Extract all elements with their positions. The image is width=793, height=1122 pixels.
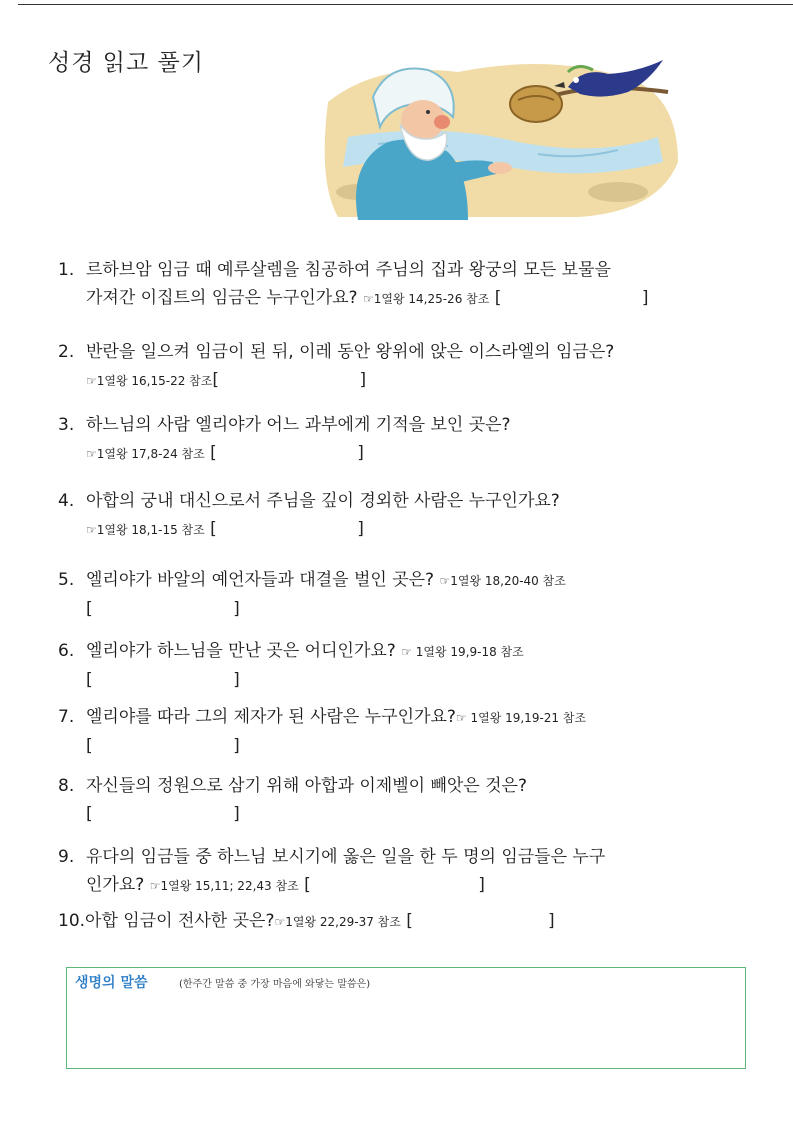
question-2 xyxy=(58,338,614,395)
answer-open-bracket: [ xyxy=(86,670,93,690)
scripture-reference: ☞ 1열왕 19,9-18 참조 xyxy=(401,645,524,659)
answer-blank[interactable] xyxy=(219,370,360,390)
answer-close-bracket: ] xyxy=(478,875,485,895)
question-number: 3. xyxy=(58,415,75,435)
answer-blank[interactable] xyxy=(93,670,234,690)
scripture-reference: ☞1열왕 14,25-26 참조 xyxy=(362,292,490,306)
question-text-cont: 인가요? xyxy=(86,875,145,895)
question-number: 2. xyxy=(58,342,75,362)
question-text: 반란을 일으켜 임금이 된 뒤, 이레 동안 왕위에 앉은 이스라엘의 임금은? xyxy=(86,342,615,362)
answer-close-bracket: ] xyxy=(641,288,649,308)
question-number: 1. xyxy=(58,260,75,280)
answer-blank[interactable] xyxy=(501,288,642,308)
question-text: 하느님의 사람 엘리야가 어느 과부에게 기적을 보인 곳은? xyxy=(86,415,511,435)
question-number: 6. xyxy=(58,641,75,661)
word-of-life-subtitle: (한주간 말씀 중 가장 마음에 와닿는 말씀은) xyxy=(179,979,371,990)
answer-open-bracket: [ xyxy=(210,443,217,463)
question-1 xyxy=(58,256,649,313)
answer-blank[interactable] xyxy=(93,804,234,824)
answer-close-bracket: ] xyxy=(548,911,555,931)
answer-close-bracket: ] xyxy=(233,599,240,619)
answer-blank[interactable] xyxy=(217,443,358,463)
question-7 xyxy=(58,703,586,760)
answer-blank[interactable] xyxy=(311,875,479,895)
scripture-reference: ☞1열왕 22,29-37 참조 xyxy=(274,915,401,929)
scripture-reference: ☞1열왕 15,11; 22,43 참조 xyxy=(149,879,299,893)
question-text: 르하브암 임금 때 예루살렘을 침공하여 주님의 집과 왕궁의 모든 보물을 xyxy=(86,260,611,280)
prophet-fed-by-raven-illustration xyxy=(318,42,684,220)
question-text: 엘리야가 바알의 예언자들과 대결을 벌인 곳은? xyxy=(86,570,435,590)
answer-blank[interactable] xyxy=(413,911,548,931)
question-text: 아합의 궁내 대신으로서 주님을 깊이 경외한 사람은 누구인가요? xyxy=(86,491,560,511)
answer-blank[interactable] xyxy=(93,736,234,756)
answer-close-bracket: ] xyxy=(359,370,367,390)
question-10 xyxy=(58,907,555,936)
answer-open-bracket: [ xyxy=(494,288,502,308)
question-text: 유다의 임금들 중 하느님 보시기에 옳은 일을 한 두 명의 임금들은 누구 xyxy=(86,847,606,867)
question-3 xyxy=(58,411,511,468)
question-number: 5. xyxy=(58,570,75,590)
question-text-cont: 가져간 이집트의 임금은 누구인가요? xyxy=(86,288,358,308)
question-number: 10. xyxy=(58,911,86,931)
answer-open-bracket: [ xyxy=(86,736,93,756)
question-9 xyxy=(58,843,605,900)
question-number: 7. xyxy=(58,707,75,727)
question-8 xyxy=(58,772,527,828)
answer-close-bracket: ] xyxy=(357,443,364,463)
answer-close-bracket: ] xyxy=(233,804,240,824)
answer-open-bracket: [ xyxy=(212,370,219,390)
page-title: 성경 읽고 풀기 xyxy=(48,50,204,76)
answer-open-bracket: [ xyxy=(406,911,413,931)
question-number: 8. xyxy=(58,776,75,796)
word-of-life-box[interactable] xyxy=(66,967,746,1069)
answer-close-bracket: ] xyxy=(357,519,364,539)
question-number: 4. xyxy=(58,491,75,511)
scripture-reference: ☞1열왕 18,1-15 참조 xyxy=(86,523,205,537)
question-text: 엘리야를 따라 그의 제자가 된 사람은 누구인가요? xyxy=(86,707,456,727)
answer-close-bracket: ] xyxy=(233,670,240,690)
question-number: 9. xyxy=(58,847,75,867)
answer-open-bracket: [ xyxy=(304,875,311,895)
scripture-reference: ☞1열왕 18,20-40 참조 xyxy=(439,574,566,588)
scripture-reference: ☞ 1열왕 19,19-21 참조 xyxy=(455,711,587,725)
question-6 xyxy=(58,637,524,694)
answer-open-bracket: [ xyxy=(86,804,93,824)
question-text: 자신들의 정원으로 삼기 위해 아합과 이제벨이 빼앗은 것은? xyxy=(86,776,527,796)
question-5 xyxy=(58,566,566,623)
answer-open-bracket: [ xyxy=(86,599,93,619)
question-text: 엘리야가 하느님을 만난 곳은 어디인가요? xyxy=(86,641,396,661)
word-of-life-title: 생명의 말씀 xyxy=(75,975,148,991)
top-rule xyxy=(18,4,793,5)
answer-blank[interactable] xyxy=(93,599,234,619)
question-text: 아합 임금이 전사한 곳은? xyxy=(85,911,275,931)
answer-close-bracket: ] xyxy=(233,736,240,756)
answer-blank[interactable] xyxy=(217,519,358,539)
question-4 xyxy=(58,487,560,544)
scripture-reference: ☞1열왕 16,15-22 참조 xyxy=(86,374,213,388)
scripture-reference: ☞1열왕 17,8-24 참조 xyxy=(86,447,205,461)
answer-open-bracket: [ xyxy=(210,519,217,539)
